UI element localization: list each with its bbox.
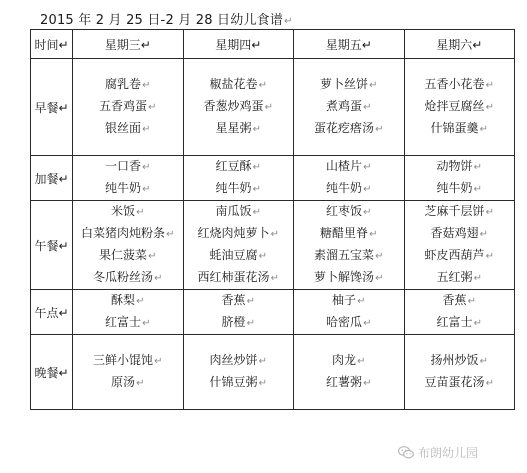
paragraph-mark: ↵ xyxy=(142,318,151,329)
paragraph-mark: ↵ xyxy=(467,296,476,307)
menu-item-text: 果仁菠菜 xyxy=(99,248,148,262)
menu-item-text: 五香小花卷 xyxy=(424,77,485,91)
watermark-text: 布朗幼儿园 xyxy=(418,446,479,460)
menu-item xyxy=(405,156,515,178)
menu-item xyxy=(184,290,294,312)
paragraph-mark: ↵ xyxy=(363,162,372,173)
menu-cell xyxy=(294,290,405,335)
menu-item xyxy=(294,372,404,394)
menu-item xyxy=(73,267,183,289)
menu-item-text: 腐乳卷 xyxy=(105,77,142,91)
menu-item-text: 纯牛奶 xyxy=(326,181,363,195)
menu-item xyxy=(294,201,404,223)
menu-item xyxy=(294,350,404,372)
paragraph-mark: ↵ xyxy=(363,102,372,113)
paragraph-mark: ↵ xyxy=(154,273,163,284)
menu-cell xyxy=(183,201,294,290)
paragraph-mark: ↵ xyxy=(485,102,494,113)
header-label-cell xyxy=(31,30,73,59)
meal-label: 午餐 xyxy=(34,238,59,253)
menu-item-text: 香葱炒鸡蛋 xyxy=(203,99,264,113)
paragraph-mark: ↵ xyxy=(485,251,494,262)
paragraph-mark: ↵ xyxy=(136,378,145,389)
menu-item-text: 素溜五宝菜 xyxy=(314,248,375,262)
paragraph-mark: ↵ xyxy=(148,102,157,113)
menu-item xyxy=(184,312,294,334)
meal-label-cell xyxy=(31,290,73,335)
menu-item xyxy=(184,178,294,200)
paragraph-mark: ↵ xyxy=(472,37,483,52)
menu-item xyxy=(405,178,515,200)
meal-row-snack xyxy=(31,156,515,201)
paragraph-mark: ↵ xyxy=(58,37,69,52)
paragraph-mark: ↵ xyxy=(136,296,145,307)
menu-item xyxy=(405,201,515,223)
meal-row-lunch xyxy=(31,201,515,290)
meal-label-cell xyxy=(31,201,73,290)
menu-item xyxy=(294,223,404,245)
paragraph-mark: ↵ xyxy=(252,207,261,218)
menu-item xyxy=(405,267,515,289)
menu-item xyxy=(73,350,183,372)
paragraph-mark: ↵ xyxy=(363,207,372,218)
meal-label: 午点 xyxy=(34,305,59,320)
menu-item xyxy=(294,267,404,289)
menu-item xyxy=(73,290,183,312)
paragraph-mark: ↵ xyxy=(154,356,163,367)
paragraph-mark: ↵ xyxy=(252,162,261,173)
menu-item-text: 炝拌豆腐丝 xyxy=(424,99,485,113)
menu-item-text: 萝卜丝饼 xyxy=(320,77,369,91)
menu-item xyxy=(405,350,515,372)
paragraph-mark: ↵ xyxy=(485,207,494,218)
menu-item xyxy=(294,74,404,96)
menu-cell xyxy=(404,201,515,290)
menu-item xyxy=(73,223,183,245)
menu-item xyxy=(73,178,183,200)
menu-cell xyxy=(183,335,294,410)
menu-item xyxy=(184,96,294,118)
paragraph-mark: ↵ xyxy=(473,184,482,195)
menu-item xyxy=(184,245,294,267)
menu-item-text: 蛋花疙瘩汤 xyxy=(314,121,375,135)
menu-item-text: 西红柿蛋花汤 xyxy=(197,270,270,284)
menu-item-text: 红豆酥 xyxy=(215,159,252,173)
menu-item-text: 煮鸡蛋 xyxy=(326,99,363,113)
paragraph-mark: ↵ xyxy=(473,162,482,173)
menu-item-text: 脐橙 xyxy=(221,315,246,329)
menu-cell xyxy=(294,335,405,410)
menu-item xyxy=(73,312,183,334)
header-row xyxy=(31,30,515,59)
paragraph-mark: ↵ xyxy=(357,296,366,307)
menu-item xyxy=(184,201,294,223)
paragraph-mark: ↵ xyxy=(270,229,279,240)
menu-item-text: 蚝油豆腐 xyxy=(209,248,258,262)
day-header-cell xyxy=(73,30,184,59)
meal-row-dinner xyxy=(31,335,515,410)
menu-item xyxy=(294,118,404,140)
day-header-cell xyxy=(294,30,405,59)
menu-item xyxy=(184,223,294,245)
day-header-thu: 星期四 xyxy=(215,37,252,52)
paragraph-mark: ↵ xyxy=(361,37,372,52)
paragraph-mark: ↵ xyxy=(142,162,151,173)
menu-item-text: 肉龙 xyxy=(332,353,357,367)
paragraph-mark: ↵ xyxy=(258,378,267,389)
menu-cell xyxy=(294,201,405,290)
menu-item xyxy=(73,372,183,394)
meal-row-breakfast xyxy=(31,59,515,156)
menu-item xyxy=(184,118,294,140)
menu-item xyxy=(405,245,515,267)
menu-item xyxy=(73,74,183,96)
day-header-wed: 星期三 xyxy=(104,37,141,52)
menu-item-text: 红枣饭 xyxy=(326,204,363,218)
menu-cell xyxy=(404,59,515,156)
menu-item-text: 扬州炒饭 xyxy=(430,353,479,367)
menu-item xyxy=(184,267,294,289)
menu-item-text: 香蕉 xyxy=(221,293,246,307)
day-header-cell xyxy=(183,30,294,59)
menu-item xyxy=(73,245,183,267)
paragraph-mark: ↵ xyxy=(270,273,279,284)
menu-cell xyxy=(73,290,184,335)
menu-item-text: 红烧肉炖萝卜 xyxy=(197,226,270,240)
menu-cell xyxy=(404,156,515,201)
menu-item xyxy=(184,372,294,394)
menu-cell xyxy=(73,201,184,290)
menu-cell xyxy=(404,290,515,335)
paragraph-mark: ↵ xyxy=(363,318,372,329)
day-header-cell xyxy=(404,30,515,59)
menu-item xyxy=(294,312,404,334)
menu-item-text: 香蕉 xyxy=(442,293,467,307)
menu-item-text: 酥梨 xyxy=(111,293,136,307)
paragraph-mark: ↵ xyxy=(479,124,488,135)
menu-item-text: 纯牛奶 xyxy=(436,181,473,195)
paragraph-mark: ↵ xyxy=(375,124,384,135)
paragraph-mark: ↵ xyxy=(258,356,267,367)
menu-item xyxy=(184,156,294,178)
wechat-icon xyxy=(398,446,414,459)
menu-cell xyxy=(183,59,294,156)
paragraph-mark: ↵ xyxy=(142,184,151,195)
menu-item-text: 冬瓜粉丝汤 xyxy=(93,270,154,284)
menu-item-text: 纯牛奶 xyxy=(215,181,252,195)
paragraph-mark: ↵ xyxy=(142,124,151,135)
paragraph-mark: ↵ xyxy=(284,16,293,27)
menu-item-text: 银丝面 xyxy=(105,121,142,135)
paragraph-mark: ↵ xyxy=(140,37,151,52)
meal-label: 早餐 xyxy=(34,100,59,115)
menu-item-text: 一口香 xyxy=(105,159,142,173)
paragraph-mark: ↵ xyxy=(142,80,151,91)
menu-item xyxy=(73,201,183,223)
menu-item xyxy=(405,372,515,394)
menu-item-text: 柚子 xyxy=(332,293,357,307)
menu-cell xyxy=(73,59,184,156)
menu-item-text: 三鲜小馄饨 xyxy=(93,353,154,367)
page-title xyxy=(40,9,293,28)
menu-item xyxy=(405,118,515,140)
paragraph-mark: ↵ xyxy=(136,207,145,218)
paragraph-mark: ↵ xyxy=(58,305,69,320)
meal-label-cell xyxy=(31,156,73,201)
menu-item-text: 肉丝炒饼 xyxy=(209,353,258,367)
menu-cell xyxy=(404,335,515,410)
menu-item-text: 白菜猪肉炖粉条 xyxy=(81,226,166,240)
paragraph-mark: ↵ xyxy=(485,378,494,389)
watermark xyxy=(398,444,478,461)
meal-label-cell xyxy=(31,59,73,156)
paragraph-mark: ↵ xyxy=(479,356,488,367)
menu-item-text: 动物饼 xyxy=(436,159,473,173)
menu-item-text: 红富士 xyxy=(105,315,142,329)
menu-item xyxy=(405,96,515,118)
menu-item-text: 米饭 xyxy=(111,204,136,218)
menu-item-text: 五香鸡蛋 xyxy=(99,99,148,113)
menu-cell xyxy=(183,290,294,335)
meal-label-cell xyxy=(31,335,73,410)
paragraph-mark: ↵ xyxy=(363,378,372,389)
paragraph-mark: ↵ xyxy=(363,184,372,195)
menu-item xyxy=(73,118,183,140)
menu-item-text: 红富士 xyxy=(436,315,473,329)
paragraph-mark: ↵ xyxy=(369,80,378,91)
paragraph-mark: ↵ xyxy=(148,251,157,262)
paragraph-mark: ↵ xyxy=(479,229,488,240)
menu-item xyxy=(405,290,515,312)
paragraph-mark: ↵ xyxy=(357,356,366,367)
paragraph-mark: ↵ xyxy=(58,100,69,115)
menu-table xyxy=(30,29,515,410)
paragraph-mark: ↵ xyxy=(258,80,267,91)
menu-item-text: 什锦蛋羹 xyxy=(430,121,479,135)
paragraph-mark: ↵ xyxy=(166,229,175,240)
menu-item-text: 星星粥 xyxy=(215,121,252,135)
paragraph-mark: ↵ xyxy=(252,184,261,195)
menu-item-text: 豆苗蛋花汤 xyxy=(424,375,485,389)
title-text: 2015 年 2 月 25 日-2 月 28 日幼儿食谱 xyxy=(40,13,284,28)
menu-item xyxy=(294,290,404,312)
paragraph-mark: ↵ xyxy=(485,80,494,91)
menu-item-text: 红薯粥 xyxy=(326,375,363,389)
menu-item-text: 什锦豆粥 xyxy=(209,375,258,389)
menu-item-text: 虾皮西葫芦 xyxy=(424,248,485,262)
paragraph-mark: ↵ xyxy=(246,296,255,307)
menu-item xyxy=(294,156,404,178)
header-label: 时间 xyxy=(34,37,59,52)
meal-label: 晚餐 xyxy=(34,365,59,380)
menu-item-text: 纯牛奶 xyxy=(105,181,142,195)
paragraph-mark: ↵ xyxy=(375,251,384,262)
menu-item xyxy=(294,96,404,118)
menu-item xyxy=(184,74,294,96)
menu-item xyxy=(294,245,404,267)
menu-cell xyxy=(73,156,184,201)
menu-item-text: 原汤 xyxy=(111,375,136,389)
menu-cell xyxy=(294,156,405,201)
menu-item-text: 糖醋里脊 xyxy=(320,226,369,240)
paragraph-mark: ↵ xyxy=(473,318,482,329)
meal-row-afternoon-snack xyxy=(31,290,515,335)
paragraph-mark: ↵ xyxy=(369,229,378,240)
paragraph-mark: ↵ xyxy=(58,171,69,186)
paragraph-mark: ↵ xyxy=(258,251,267,262)
menu-item xyxy=(73,156,183,178)
paragraph-mark: ↵ xyxy=(58,365,69,380)
paragraph-mark: ↵ xyxy=(252,124,261,135)
menu-item xyxy=(294,178,404,200)
menu-item xyxy=(184,350,294,372)
menu-item-text: 椒盐花卷 xyxy=(209,77,258,91)
menu-cell xyxy=(294,59,405,156)
menu-cell xyxy=(183,156,294,201)
menu-item-text: 五红粥 xyxy=(436,270,473,284)
paragraph-mark: ↵ xyxy=(264,102,273,113)
menu-cell xyxy=(73,335,184,410)
menu-item-text: 芝麻千层饼 xyxy=(424,204,485,218)
menu-item-text: 哈密瓜 xyxy=(326,315,363,329)
menu-item-text: 萝卜解馋汤 xyxy=(314,270,375,284)
paragraph-mark: ↵ xyxy=(246,318,255,329)
menu-item xyxy=(405,312,515,334)
day-header-sat: 星期六 xyxy=(436,37,473,52)
paragraph-mark: ↵ xyxy=(251,37,262,52)
paragraph-mark: ↵ xyxy=(473,273,482,284)
paragraph-mark: ↵ xyxy=(375,273,384,284)
menu-item-text: 香菇鸡翅 xyxy=(430,226,479,240)
paragraph-mark: ↵ xyxy=(58,238,69,253)
day-header-fri: 星期五 xyxy=(325,37,362,52)
menu-item-text: 山楂片 xyxy=(326,159,363,173)
menu-item xyxy=(405,74,515,96)
menu-item-text: 南瓜饭 xyxy=(215,204,252,218)
menu-item xyxy=(405,223,515,245)
meal-label: 加餐 xyxy=(34,171,59,186)
menu-item xyxy=(73,96,183,118)
